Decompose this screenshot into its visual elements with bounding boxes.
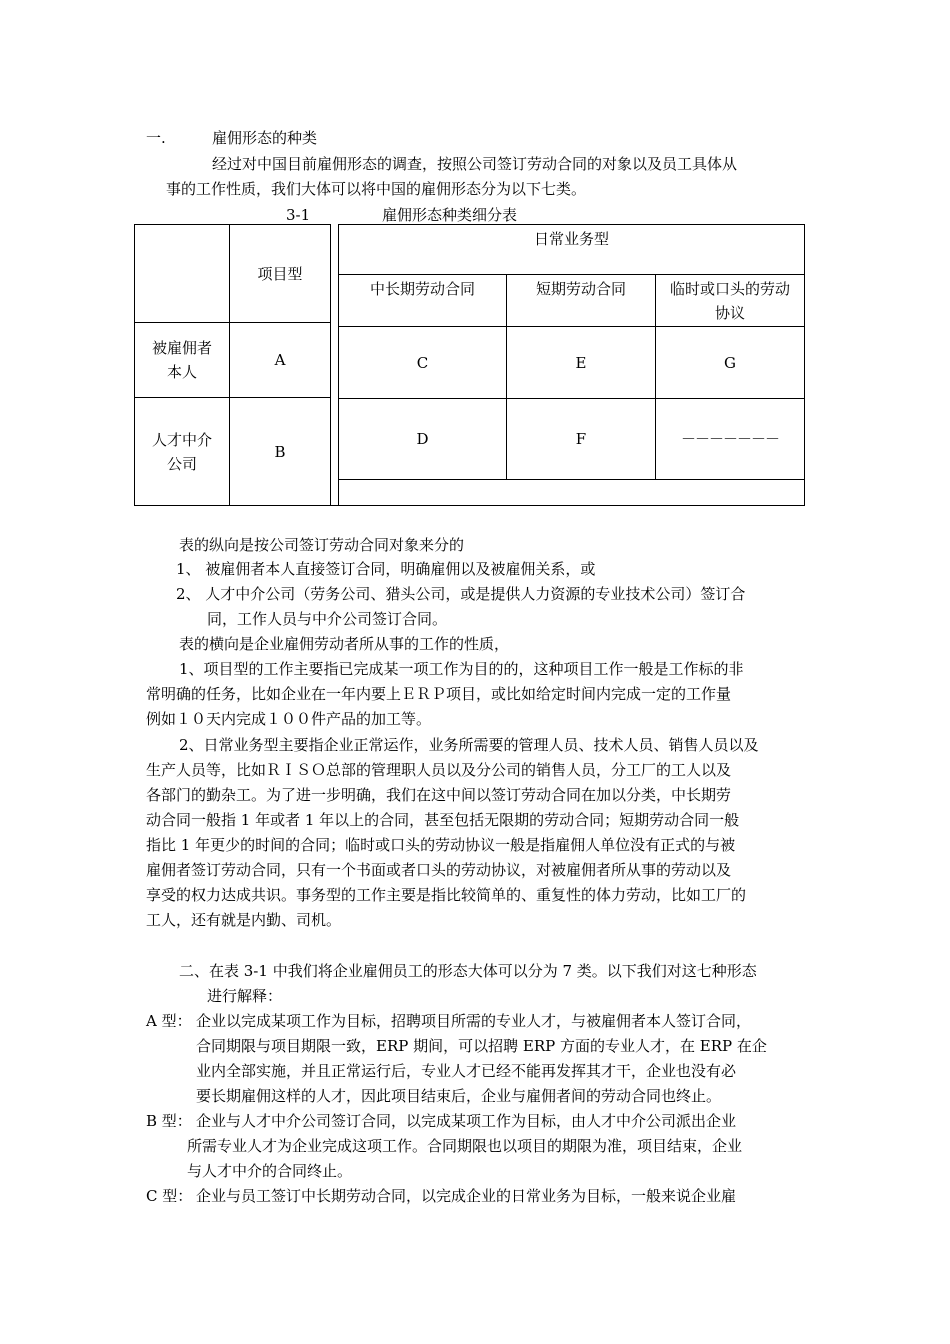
header-daily-type: 日常业务型 (533, 230, 609, 248)
body-line: 1、 被雇佣者本人直接签订合同，明确雇佣以及被雇佣关系，或 (176, 560, 596, 578)
row-header-agency-line1: 人才中介 (151, 430, 212, 449)
type-a-line: 业内全部实施，并且正常运行后，专业人才已经不能再发挥其才干，企业也没有必 (196, 1062, 737, 1080)
cell-F: F (575, 430, 587, 448)
row-header-employee-line2: 本人 (166, 363, 197, 381)
type-b-line: 所需专业人才为企业完成这项工作。合同期限也以项目的期限为准，项目结束，企业 (187, 1137, 743, 1155)
row-header-employee-line1: 被雇佣者 (151, 339, 212, 357)
header-long-term: 中长期劳动合同 (369, 280, 475, 298)
header-project-type: 项目型 (257, 264, 303, 283)
body-line: 表的纵向是按公司签订劳动合同对象来分的 (179, 536, 465, 554)
section2-line: 二、在表 3-1 中我们将企业雇佣员工的形态大体可以分为 7 类。以下我们对这七种形态 (179, 962, 757, 980)
table-border (338, 479, 805, 480)
table-border (330, 224, 331, 506)
type-c-label: C 型： (146, 1187, 193, 1205)
body-line: 例如１０天内完成１００件产品的加工等。 (146, 710, 432, 728)
type-c-line: 企业与员工签订中长期劳动合同，以完成企业的日常业务为目标，一般来说企业雇 (196, 1187, 737, 1205)
body-line: 工人，还有就是内勤、司机。 (146, 911, 342, 929)
type-a-line: 合同期限与项目期限一致，ERP 期间，可以招聘 ERP 方面的专业人才，在 ERP 在企 (196, 1037, 767, 1055)
cell-empty-dash: －－－－－－－ (680, 430, 779, 448)
body-line: 享受的权力达成共识。事务型的工作主要是指比较简单的、重复性的体力劳动，比如工厂的 (146, 886, 747, 904)
type-a-line: 企业以完成某项工作为目标，招聘项目所需的专业人才，与被雇佣者本人签订合同， (196, 1012, 752, 1030)
intro-line: 经过对中国目前雇佣形态的调查，按照公司签订劳动合同的对象以及员工具体从 (212, 155, 738, 173)
row-header-agency-line2: 公司 (166, 454, 197, 473)
type-b-label: B 型： (146, 1112, 192, 1130)
body-line: 2、 人才中介公司（劳务公司、猎头公司，或是提供人力资源的专业技术公司）签订合 (176, 585, 746, 603)
table-caption-title: 雇佣形态种类细分表 (382, 206, 518, 224)
cell-G: G (724, 353, 736, 372)
cell-B: B (274, 442, 286, 461)
body-line: 同，工作人员与中介公司签订合同。 (207, 610, 448, 628)
row-header-employee (135, 323, 229, 397)
type-b-line: 与人才中介的合同终止。 (187, 1162, 353, 1180)
body-line: 指比 1 年更少的时间的合同；临时或口头的劳动协议一般是指雇佣人单位没有正式的与被 (146, 836, 736, 854)
section2-line: 进行解释： (207, 987, 283, 1005)
section-number: 一. (146, 129, 166, 147)
body-line: 动合同一般指 1 年或者 1 年以上的合同，甚至包括无限期的劳动合同；短期劳动合同一般 (146, 811, 740, 829)
body-line: 2、日常业务型主要指企业正常运作，业务所需要的管理人员、技术人员、销售人员以及 (179, 736, 759, 754)
header-temporary-line2: 协议 (714, 303, 745, 322)
table-border (804, 224, 805, 506)
cell-A: A (274, 351, 286, 369)
body-line: 雇佣者签订劳动合同，只有一个书面或者口头的劳动协议，对被雇佣者所从事的劳动以及 (146, 861, 732, 879)
header-temporary (656, 275, 804, 326)
type-b-line: 企业与人才中介公司签订合同，以完成某项工作为目标，由人才中介公司派出企业 (196, 1112, 737, 1130)
intro-line: 事的工作性质，我们大体可以将中国的雇佣形态分为以下七类。 (166, 180, 587, 198)
cell-E: E (575, 353, 587, 372)
type-a-line: 要长期雇佣这样的人才，因此项目结束后，企业与雇佣者间的劳动合同也终止。 (196, 1087, 722, 1105)
section-heading: 雇佣形态的种类 (212, 129, 318, 147)
table-caption-number: 3-1 (286, 206, 311, 224)
body-line: 生产人员等，比如ＲＩＳＯ总部的管理职人员以及分公司的销售人员，分工厂的工人以及 (146, 761, 732, 779)
table-border (134, 505, 805, 506)
body-line: 表的横向是企业雇佣劳动者所从事的工作的性质， (179, 635, 510, 653)
type-a-label: A 型： (146, 1012, 192, 1030)
body-line: 各部门的勤杂工。为了进一步明确，我们在这中间以签订劳动合同在加以分类，中长期劳 (146, 786, 732, 804)
body-line: 常明确的任务，比如企业在一年内要上ＥＲＰ项目，或比如给定时间内完成一定的工作量 (146, 685, 732, 703)
body-line: 1、项目型的工作主要指已完成某一项工作为目的的，这种项目工作一般是工作标的非 (179, 660, 744, 678)
row-header-agency (135, 398, 229, 505)
header-temporary-line1: 临时或口头的劳动 (669, 279, 790, 298)
header-short-term: 短期劳动合同 (535, 280, 626, 298)
cell-C: C (416, 353, 429, 372)
cell-D: D (416, 430, 429, 448)
